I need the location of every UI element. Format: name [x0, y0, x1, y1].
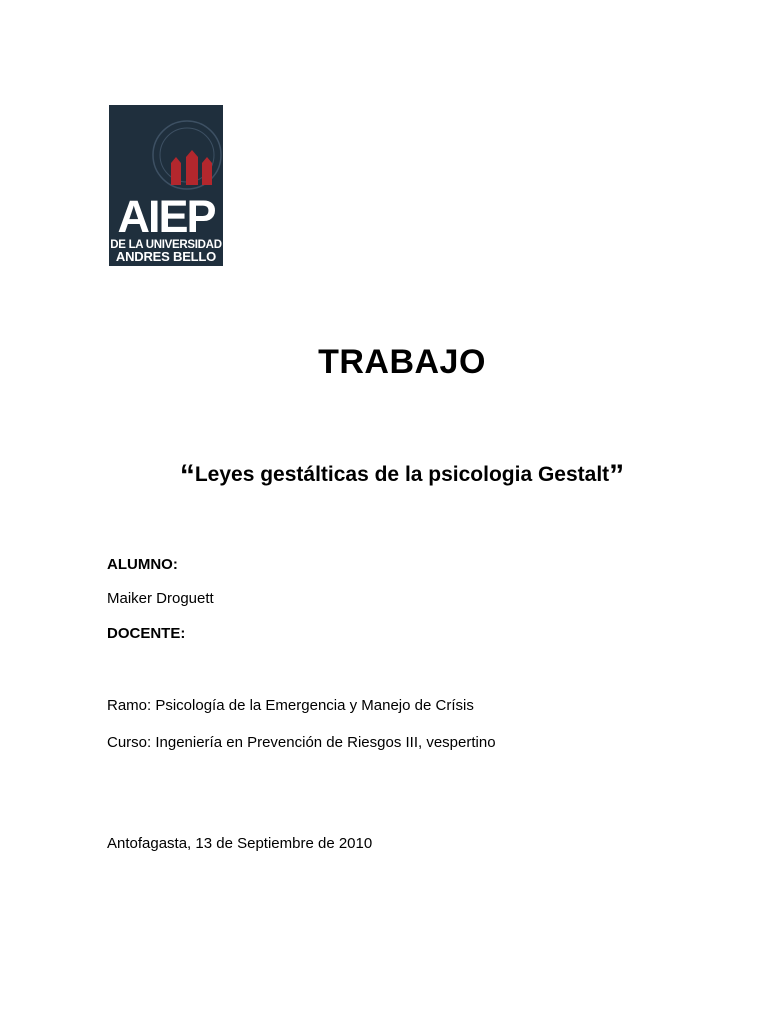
svg-text:DE LA UNIVERSIDAD: DE LA UNIVERSIDAD	[110, 239, 222, 251]
course-subject: Ramo: Psicología de la Emergencia y Manejo de Crísis	[107, 697, 474, 714]
document-subtitle	[0, 455, 768, 492]
subtitle-text: Leyes gestálticas de la psicologia Gestalt	[194, 463, 610, 486]
teacher-label: DOCENTE:	[107, 625, 186, 642]
student-label: ALUMNO:	[107, 556, 178, 573]
aiep-logo	[109, 105, 223, 266]
svg-text:AIEP: AIEP	[117, 191, 215, 242]
subtitle-close-quote: ”	[609, 459, 625, 492]
student-name: Maiker Droguett	[107, 590, 214, 607]
aiep-logo-graphic	[109, 105, 223, 266]
course-name: Curso: Ingeniería en Prevención de Riesgos III, vespertino	[107, 734, 496, 751]
svg-text:ANDRES BELLO: ANDRES BELLO	[115, 249, 217, 264]
document-title: TRABAJO	[318, 343, 486, 381]
subtitle-open-quote: “	[179, 459, 195, 492]
place-date: Antofagasta, 13 de Septiembre de 2010	[107, 835, 373, 852]
